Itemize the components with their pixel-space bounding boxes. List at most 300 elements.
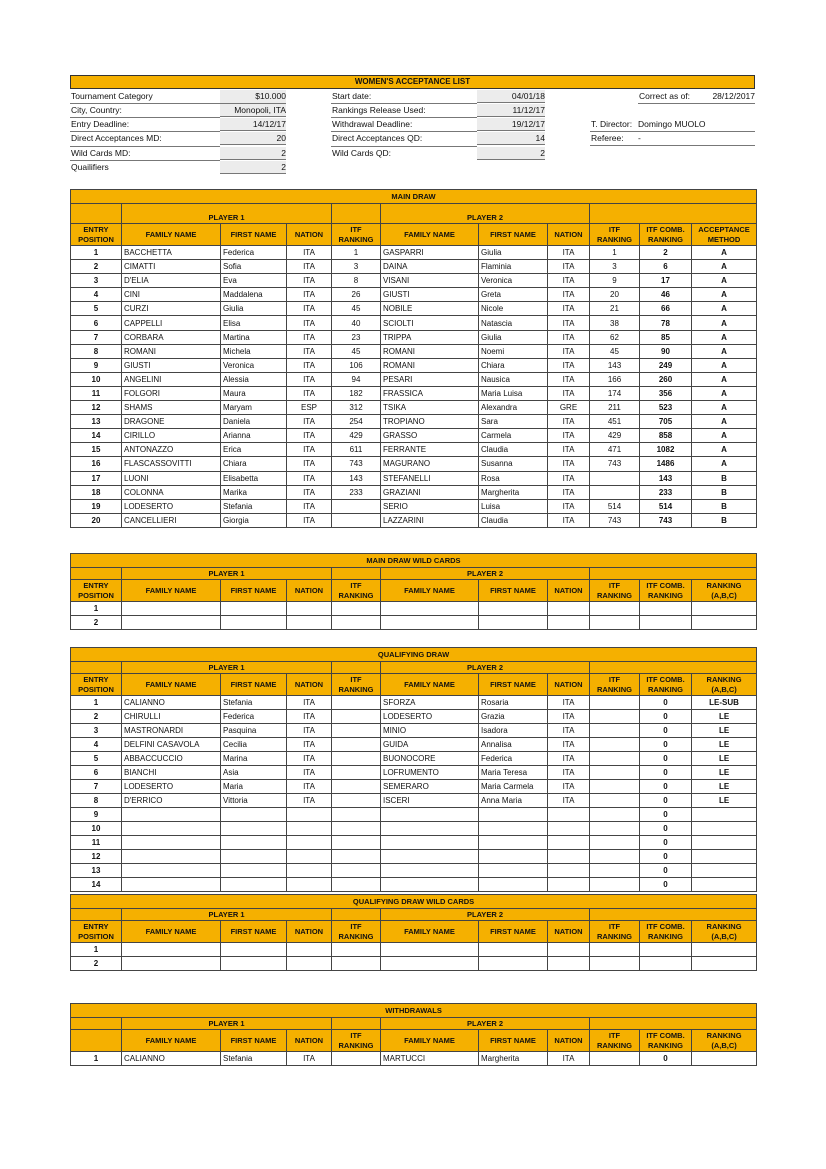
itf-comb-ranking-cell: 0 (640, 794, 692, 808)
entry-position-cell: 12 (71, 401, 122, 415)
nation-cell (548, 616, 590, 630)
family-name-cell: BIANCHI (122, 766, 221, 780)
info-value: $10.000 (220, 90, 286, 103)
method-cell (692, 943, 757, 957)
first-name-cell (479, 943, 548, 957)
itf-ranking-cell: 106 (332, 358, 381, 372)
nation-cell: ITA (287, 246, 332, 260)
first-name-cell: Daniela (221, 415, 287, 429)
itf-ranking-cell (332, 943, 381, 957)
entry-position-cell: 13 (71, 415, 122, 429)
first-name-cell (479, 850, 548, 864)
itf-comb-ranking-cell: 0 (640, 864, 692, 878)
family-name-cell: ANGELINI (122, 372, 221, 386)
table-row (71, 471, 757, 485)
family-name-cell: MINIO (381, 724, 479, 738)
itf-ranking-cell (590, 752, 640, 766)
nation-cell: ITA (548, 429, 590, 443)
entry-position-cell: 14 (71, 878, 122, 892)
entry-position-cell: 6 (71, 766, 122, 780)
family-name-cell: GUIDA (381, 738, 479, 752)
family-name-cell: FLASCASSOVITTI (122, 457, 221, 471)
method-cell: B (692, 513, 757, 527)
family-name-cell: CURZI (122, 302, 221, 316)
itf-ranking-cell (332, 957, 381, 971)
itf-ranking-cell (332, 738, 381, 752)
family-name-cell: SEMERARO (381, 780, 479, 794)
first-name-cell (221, 864, 287, 878)
nation-cell (548, 878, 590, 892)
itf-comb-ranking-cell (640, 957, 692, 971)
info-label: Start date: (332, 91, 372, 101)
col-itf-comb-ranking: ITF COMB. RANKING (640, 224, 692, 246)
family-name-cell: LODESERTO (122, 499, 221, 513)
itf-ranking-cell (332, 752, 381, 766)
col-itf-ranking: ITF RANKING (332, 580, 381, 602)
col-ranking-abc: RANKING (A,B,C) (692, 674, 757, 696)
itf-ranking-cell (590, 836, 640, 850)
entry-position-cell: 18 (71, 485, 122, 499)
method-cell: B (692, 485, 757, 499)
col-nation: NATION (548, 580, 590, 602)
nation-cell (548, 822, 590, 836)
family-name-cell: MARTUCCI (381, 1052, 479, 1066)
first-name-cell: Flaminia (479, 260, 548, 274)
first-name-cell: Grazia (479, 710, 548, 724)
info-row (70, 132, 286, 145)
first-name-cell: Isadora (479, 724, 548, 738)
itf-ranking-cell: 21 (590, 302, 640, 316)
first-name-cell (221, 943, 287, 957)
info-row (331, 118, 545, 131)
player2-header: PLAYER 2 (381, 568, 590, 580)
itf-ranking-cell: 1 (590, 246, 640, 260)
family-name-cell: TSIKA (381, 401, 479, 415)
col-family-name: FAMILY NAME (381, 224, 479, 246)
table-row (71, 1052, 757, 1066)
family-name-cell (122, 957, 221, 971)
qual-wild-body (71, 943, 757, 971)
nation-cell (548, 602, 590, 616)
nation-cell (287, 878, 332, 892)
itf-comb-ranking-cell: 0 (640, 752, 692, 766)
itf-ranking-cell: 611 (332, 443, 381, 457)
nation-cell: ITA (287, 344, 332, 358)
entry-position-cell: 7 (71, 780, 122, 794)
itf-ranking-cell (590, 710, 640, 724)
header-blank (71, 1030, 122, 1052)
table-row (71, 274, 757, 288)
table-row (71, 710, 757, 724)
info-value: 2 (220, 147, 286, 160)
col-first-name: FIRST NAME (479, 1030, 548, 1052)
itf-ranking-cell: 166 (590, 372, 640, 386)
first-name-cell: Asia (221, 766, 287, 780)
itf-ranking-cell: 45 (590, 344, 640, 358)
nation-cell: ITA (287, 260, 332, 274)
family-name-cell: LODESERTO (381, 710, 479, 724)
first-name-cell: Rosa (479, 471, 548, 485)
itf-ranking-cell (332, 850, 381, 864)
entry-position-cell: 10 (71, 822, 122, 836)
header-blank (332, 662, 381, 674)
family-name-cell (122, 822, 221, 836)
method-cell (692, 850, 757, 864)
family-name-cell: DELFINI CASAVOLA (122, 738, 221, 752)
entry-position-cell: 1 (71, 602, 122, 616)
family-name-cell (122, 878, 221, 892)
col-itf-ranking: ITF RANKING (332, 224, 381, 246)
itf-ranking-cell (332, 836, 381, 850)
entry-position-cell: 10 (71, 372, 122, 386)
first-name-cell (479, 836, 548, 850)
nation-cell: ITA (548, 358, 590, 372)
col-itf-ranking: ITF RANKING (590, 1030, 640, 1052)
col-family-name: FAMILY NAME (381, 1030, 479, 1052)
col-itf-ranking: ITF RANKING (332, 1030, 381, 1052)
itf-ranking-cell: 8 (332, 274, 381, 288)
itf-ranking-cell (332, 513, 381, 527)
col-nation: NATION (287, 224, 332, 246)
family-name-cell: GIUSTI (122, 358, 221, 372)
family-name-cell: MAGURANO (381, 457, 479, 471)
method-cell: LE (692, 710, 757, 724)
info-row (331, 90, 545, 103)
nation-cell: ITA (287, 302, 332, 316)
itf-comb-ranking-cell (640, 616, 692, 630)
info-label: Wild Cards MD: (71, 148, 131, 158)
first-name-cell (479, 957, 548, 971)
first-name-cell (479, 808, 548, 822)
first-name-cell: Veronica (479, 274, 548, 288)
itf-comb-ranking-cell: 1486 (640, 457, 692, 471)
itf-ranking-cell: 743 (590, 513, 640, 527)
nation-cell: ITA (287, 752, 332, 766)
table-row (71, 513, 757, 527)
first-name-cell: Elisa (221, 316, 287, 330)
nation-cell (287, 616, 332, 630)
entry-position-cell: 16 (71, 457, 122, 471)
header-blank (332, 909, 381, 921)
itf-ranking-cell (590, 616, 640, 630)
entry-position-cell: 1 (71, 696, 122, 710)
col-first-name: FIRST NAME (479, 224, 548, 246)
col-itf-ranking: ITF RANKING (590, 921, 640, 943)
itf-ranking-cell (590, 822, 640, 836)
family-name-cell (381, 957, 479, 971)
itf-comb-ranking-cell: 0 (640, 766, 692, 780)
section-title: WITHDRAWALS (71, 1004, 757, 1018)
table-row (71, 616, 757, 630)
itf-comb-ranking-cell: 0 (640, 878, 692, 892)
table-row (71, 878, 757, 892)
itf-comb-ranking-cell: 0 (640, 1052, 692, 1066)
itf-ranking-cell: 514 (590, 499, 640, 513)
header-blank (590, 909, 757, 921)
entry-position-cell: 3 (71, 724, 122, 738)
first-name-cell: Alessia (221, 372, 287, 386)
method-cell (692, 836, 757, 850)
divider (331, 146, 477, 147)
col-itf-ranking: ITF RANKING (590, 580, 640, 602)
itf-comb-ranking-cell: 514 (640, 499, 692, 513)
col-ranking-abc: RANKING (A,B,C) (692, 580, 757, 602)
col-nation: NATION (548, 224, 590, 246)
first-name-cell (221, 602, 287, 616)
first-name-cell: Stefania (221, 1052, 287, 1066)
nation-cell: ITA (548, 386, 590, 400)
divider (638, 103, 755, 104)
itf-comb-ranking-cell: 249 (640, 358, 692, 372)
method-cell (692, 602, 757, 616)
nation-cell: ITA (287, 1052, 332, 1066)
col-first-name: FIRST NAME (221, 580, 287, 602)
family-name-cell: DAINA (381, 260, 479, 274)
nation-cell: ITA (548, 724, 590, 738)
first-name-cell: Giulia (479, 330, 548, 344)
first-name-cell: Claudia (479, 443, 548, 457)
nation-cell: ITA (548, 780, 590, 794)
info-row (70, 147, 286, 160)
method-cell: B (692, 499, 757, 513)
first-name-cell: Chiara (479, 358, 548, 372)
method-cell: LE (692, 794, 757, 808)
method-cell: A (692, 246, 757, 260)
method-cell (692, 822, 757, 836)
table-row (71, 316, 757, 330)
table-row (71, 864, 757, 878)
info-label: Correct as of: (639, 91, 691, 101)
first-name-cell: Giorgia (221, 513, 287, 527)
section-title: QUALIFYING DRAW (71, 648, 757, 662)
nation-cell (548, 836, 590, 850)
family-name-cell: STEFANELLI (381, 471, 479, 485)
nation-cell: ITA (287, 372, 332, 386)
family-name-cell: MASTRONARDI (122, 724, 221, 738)
itf-ranking-cell (332, 780, 381, 794)
itf-ranking-cell: 20 (590, 288, 640, 302)
method-cell (692, 1052, 757, 1066)
col-entry-position: ENTRY POSITION (71, 674, 122, 696)
first-name-cell: Vittoria (221, 794, 287, 808)
method-cell: A (692, 302, 757, 316)
method-cell (692, 616, 757, 630)
first-name-cell (479, 864, 548, 878)
table-row (71, 499, 757, 513)
itf-ranking-cell: 451 (590, 415, 640, 429)
family-name-cell: SHAMS (122, 401, 221, 415)
entry-position-cell: 1 (71, 246, 122, 260)
divider (331, 131, 477, 132)
method-cell: LE (692, 780, 757, 794)
itf-comb-ranking-cell: 858 (640, 429, 692, 443)
nation-cell (287, 864, 332, 878)
method-cell: A (692, 316, 757, 330)
table-row (71, 443, 757, 457)
info-label: Quailifiers (71, 162, 109, 172)
entry-position-cell: 2 (71, 616, 122, 630)
first-name-cell: Maura (221, 386, 287, 400)
section-title: MAIN DRAW WILD CARDS (71, 554, 757, 568)
itf-ranking-cell (332, 1052, 381, 1066)
first-name-cell: Anna Maria (479, 794, 548, 808)
itf-ranking-cell (590, 864, 640, 878)
nation-cell: ESP (287, 401, 332, 415)
player1-header: PLAYER 1 (122, 568, 332, 580)
col-acceptance-method: ACCEPTANCE METHOD (692, 224, 757, 246)
player2-header: PLAYER 2 (381, 909, 590, 921)
method-cell: LE (692, 766, 757, 780)
itf-ranking-cell (590, 957, 640, 971)
family-name-cell: FERRANTE (381, 443, 479, 457)
itf-ranking-cell: 174 (590, 386, 640, 400)
first-name-cell: Stefania (221, 696, 287, 710)
itf-ranking-cell (332, 602, 381, 616)
family-name-cell (122, 836, 221, 850)
main-draw-body (71, 246, 757, 528)
itf-ranking-cell (332, 724, 381, 738)
family-name-cell: CIMATTI (122, 260, 221, 274)
first-name-cell: Margherita (479, 485, 548, 499)
info-label: Withdrawal Deadline: (332, 119, 413, 129)
first-name-cell: Marika (221, 485, 287, 499)
itf-comb-ranking-cell: 46 (640, 288, 692, 302)
first-name-cell: Sara (479, 415, 548, 429)
first-name-cell: Carmela (479, 429, 548, 443)
family-name-cell (381, 822, 479, 836)
family-name-cell: ABBACCUCCIO (122, 752, 221, 766)
info-value: 11/12/17 (477, 104, 545, 117)
first-name-cell: Luisa (479, 499, 548, 513)
info-value: 19/12/17 (477, 118, 545, 131)
player1-header: PLAYER 1 (122, 909, 332, 921)
family-name-cell (122, 864, 221, 878)
table-row (71, 415, 757, 429)
entry-position-cell: 1 (71, 1052, 122, 1066)
first-name-cell: Arianna (221, 429, 287, 443)
first-name-cell: Natascia (479, 316, 548, 330)
nation-cell: ITA (548, 696, 590, 710)
nation-cell: ITA (287, 766, 332, 780)
col-nation: NATION (287, 674, 332, 696)
divider (70, 103, 286, 104)
divider (70, 131, 220, 132)
col-itf-comb-ranking: ITF COMB. RANKING (640, 674, 692, 696)
first-name-cell: Sofia (221, 260, 287, 274)
qualifying-body (71, 696, 757, 892)
itf-ranking-cell (332, 616, 381, 630)
nation-cell: ITA (548, 513, 590, 527)
table-row (71, 957, 757, 971)
itf-ranking-cell (332, 794, 381, 808)
info-value: 2 (220, 161, 286, 174)
divider (331, 103, 477, 104)
itf-ranking-cell: 429 (332, 429, 381, 443)
info-label: City, Country: (71, 105, 122, 115)
table-row (71, 738, 757, 752)
itf-ranking-cell (332, 696, 381, 710)
entry-position-cell: 17 (71, 471, 122, 485)
table-row (71, 836, 757, 850)
family-name-cell: CAPPELLI (122, 316, 221, 330)
info-row (331, 147, 545, 160)
nation-cell: ITA (287, 457, 332, 471)
main-draw-table (70, 189, 757, 528)
table-row (71, 358, 757, 372)
nation-cell: ITA (287, 738, 332, 752)
player2-header: PLAYER 2 (381, 662, 590, 674)
itf-ranking-cell (590, 738, 640, 752)
nation-cell: ITA (548, 1052, 590, 1066)
family-name-cell: ROMANI (381, 344, 479, 358)
info-value: Domingo MUOLO (638, 119, 706, 129)
entry-position-cell: 8 (71, 794, 122, 808)
itf-ranking-cell (332, 878, 381, 892)
itf-ranking-cell: 62 (590, 330, 640, 344)
itf-comb-ranking-cell: 2 (640, 246, 692, 260)
info-label: Rankings Release Used: (332, 105, 426, 115)
first-name-cell (479, 822, 548, 836)
nation-cell: ITA (287, 274, 332, 288)
first-name-cell: Eva (221, 274, 287, 288)
itf-ranking-cell (590, 766, 640, 780)
family-name-cell (381, 850, 479, 864)
family-name-cell: GIUSTI (381, 288, 479, 302)
first-name-cell: Chiara (221, 457, 287, 471)
nation-cell: GRE (548, 401, 590, 415)
nation-cell (287, 602, 332, 616)
info-label: Entry Deadline: (71, 119, 130, 129)
family-name-cell: COLONNA (122, 485, 221, 499)
table-row (71, 485, 757, 499)
col-family-name: FAMILY NAME (122, 224, 221, 246)
nation-cell (548, 943, 590, 957)
itf-comb-ranking-cell: 356 (640, 386, 692, 400)
nation-cell: ITA (287, 485, 332, 499)
itf-comb-ranking-cell: 0 (640, 710, 692, 724)
nation-cell: ITA (548, 752, 590, 766)
table-row (71, 808, 757, 822)
first-name-cell (221, 808, 287, 822)
nation-cell: ITA (548, 344, 590, 358)
first-name-cell: Alexandra (479, 401, 548, 415)
nation-cell: ITA (548, 457, 590, 471)
entry-position-cell: 9 (71, 808, 122, 822)
nation-cell: ITA (548, 471, 590, 485)
itf-ranking-cell: 143 (590, 358, 640, 372)
nation-cell: ITA (287, 471, 332, 485)
entry-position-cell: 15 (71, 443, 122, 457)
method-cell: A (692, 429, 757, 443)
col-itf-comb-ranking: ITF COMB. RANKING (640, 1030, 692, 1052)
col-itf-comb-ranking: ITF COMB. RANKING (640, 580, 692, 602)
family-name-cell (122, 602, 221, 616)
withdrawals-body (71, 1052, 757, 1066)
first-name-cell: Stefania (221, 499, 287, 513)
itf-ranking-cell: 743 (332, 457, 381, 471)
family-name-cell: TROPIANO (381, 415, 479, 429)
table-row (71, 850, 757, 864)
method-cell: A (692, 344, 757, 358)
itf-ranking-cell (332, 710, 381, 724)
itf-comb-ranking-cell: 0 (640, 808, 692, 822)
col-nation: NATION (548, 1030, 590, 1052)
col-nation: NATION (548, 921, 590, 943)
first-name-cell: Maria Carmela (479, 780, 548, 794)
entry-position-cell: 2 (71, 710, 122, 724)
family-name-cell: LAZZARINI (381, 513, 479, 527)
itf-comb-ranking-cell: 0 (640, 738, 692, 752)
